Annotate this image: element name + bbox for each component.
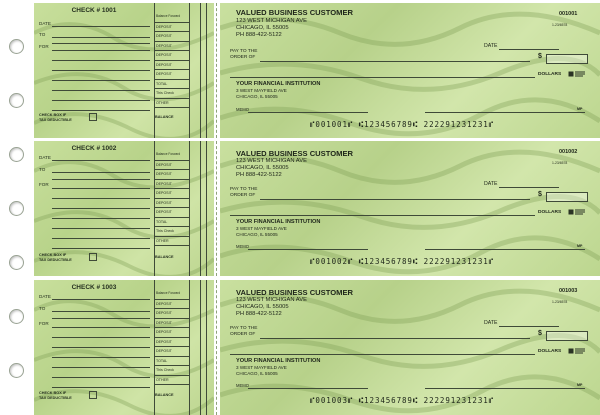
tax-deductible-checkbox[interactable] bbox=[89, 253, 97, 261]
dollars-label: DOLLARS bbox=[538, 72, 562, 77]
stub-date-label: DATE bbox=[39, 155, 51, 160]
dollar-sign: $ bbox=[538, 191, 542, 198]
check-number: 001002 bbox=[559, 149, 578, 155]
ledger-deposit: DEPOSIT bbox=[154, 180, 189, 190]
customer-name: VALUED BUSINESS CUSTOMER bbox=[236, 8, 354, 17]
balance-label: BALANCE bbox=[155, 115, 174, 119]
date-label: DATE bbox=[484, 320, 498, 326]
signature-line[interactable] bbox=[425, 388, 585, 389]
bank-name: YOUR FINANCIAL INSTITUTION bbox=[236, 358, 321, 364]
ledger-deposit: DEPOSIT bbox=[154, 32, 189, 42]
mp-label: MP bbox=[577, 244, 583, 248]
stub-line bbox=[52, 347, 150, 348]
signature-line[interactable] bbox=[425, 249, 585, 250]
stub-date-line bbox=[52, 160, 150, 161]
ledger-deposit: DEPOSIT bbox=[154, 51, 189, 61]
ledger-other: OTHER bbox=[154, 99, 189, 109]
date-line[interactable] bbox=[499, 187, 559, 188]
tax-deductible-checkbox[interactable] bbox=[89, 113, 97, 121]
ledger-deposit: DEPOSIT bbox=[154, 61, 189, 71]
pay-to-line1: PAY TO THE bbox=[230, 49, 258, 54]
stub-to-line bbox=[52, 37, 150, 38]
binder-hole bbox=[9, 363, 24, 378]
stub-for-label: FOR bbox=[39, 44, 49, 49]
stub-to-label: TO bbox=[39, 167, 46, 172]
ledger-total: TOTAL bbox=[154, 218, 189, 228]
ledger-divider bbox=[206, 141, 207, 276]
ledger-deposit: DEPOSIT bbox=[154, 23, 189, 33]
dollar-sign: $ bbox=[538, 330, 542, 337]
bank-street: 3 WEST MAYFIELD AVE bbox=[236, 88, 287, 93]
memo-line[interactable] bbox=[248, 249, 368, 250]
micr-line: ⑈001001⑈ ⑆123456789⑆ 222291231231⑈ bbox=[310, 120, 495, 129]
stub-line bbox=[52, 377, 150, 378]
ledger-deposit: DEPOSIT bbox=[154, 300, 189, 310]
customer-phone: PH 888-422-5122 bbox=[236, 32, 282, 38]
stub-line bbox=[52, 218, 150, 219]
bank-city: CHICAGO, IL 55005 bbox=[236, 371, 278, 376]
pay-to-line2: ORDER OF bbox=[230, 332, 256, 337]
check-row-1 bbox=[34, 3, 600, 138]
ledger-deposit: DEPOSIT bbox=[154, 309, 189, 319]
stub-line bbox=[52, 60, 150, 61]
stub-line bbox=[52, 80, 150, 81]
amount-words-line[interactable] bbox=[230, 215, 535, 216]
ledger-deposit: DEPOSIT bbox=[154, 170, 189, 180]
check-body bbox=[220, 280, 600, 415]
ledger-balance-forward: Balance Forward bbox=[154, 290, 189, 300]
ledger-divider bbox=[189, 3, 190, 138]
stub-for-line bbox=[52, 327, 150, 328]
memo-line[interactable] bbox=[248, 112, 368, 113]
ledger-this-check: This Check bbox=[154, 227, 189, 237]
stub-for-line bbox=[52, 188, 150, 189]
ledger-deposit: DEPOSIT bbox=[154, 208, 189, 218]
stub-check-number: CHECK # 1001 bbox=[71, 7, 117, 14]
stub-to-line bbox=[52, 172, 150, 173]
check-row-2 bbox=[34, 141, 600, 276]
tax-deductible-label bbox=[39, 253, 72, 262]
date-line[interactable] bbox=[499, 326, 559, 327]
pay-to-label bbox=[230, 326, 257, 338]
amount-box[interactable] bbox=[546, 331, 588, 341]
bank-name: YOUR FINANCIAL INSTITUTION bbox=[236, 219, 321, 225]
ledger-total: TOTAL bbox=[154, 357, 189, 367]
amount-box[interactable] bbox=[546, 192, 588, 202]
micr-line: ⑈001002⑈ ⑆123456789⑆ 222291231231⑈ bbox=[310, 257, 495, 266]
ledger-deposit: DEPOSIT bbox=[154, 347, 189, 357]
security-lock-icon bbox=[568, 208, 586, 216]
check-number: 001001 bbox=[559, 11, 578, 17]
pay-to-label bbox=[230, 187, 257, 199]
stub-line bbox=[52, 179, 150, 180]
routing-fraction: 1-23/6578 bbox=[552, 161, 568, 165]
check-row-3 bbox=[34, 280, 600, 415]
ledger-divider bbox=[200, 141, 201, 276]
ledger-divider bbox=[200, 3, 201, 138]
date-line[interactable] bbox=[499, 49, 559, 50]
tax-label-line1: CHECK BOX IF bbox=[39, 391, 67, 395]
check-body bbox=[220, 3, 600, 138]
payee-line[interactable] bbox=[260, 61, 530, 62]
customer-phone: PH 888-422-5122 bbox=[236, 172, 282, 178]
stub-line bbox=[52, 43, 150, 44]
memo-label: MEMO bbox=[236, 244, 250, 249]
stub-line bbox=[52, 110, 150, 111]
ledger-divider bbox=[189, 141, 190, 276]
check-stub bbox=[34, 141, 214, 276]
check-body bbox=[220, 141, 600, 276]
dollars-label: DOLLARS bbox=[538, 349, 562, 354]
ledger-other: OTHER bbox=[154, 376, 189, 386]
customer-city: CHICAGO, IL 55005 bbox=[236, 304, 289, 310]
balance-label: BALANCE bbox=[155, 255, 174, 259]
routing-fraction: 1-23/6578 bbox=[552, 300, 568, 304]
pay-to-line2: ORDER OF bbox=[230, 55, 256, 60]
check-number: 001003 bbox=[559, 288, 578, 294]
tax-deductible-checkbox[interactable] bbox=[89, 391, 97, 399]
stub-check-number: CHECK # 1003 bbox=[71, 284, 117, 291]
stub-line bbox=[52, 318, 150, 319]
tax-deductible-label bbox=[39, 113, 72, 122]
ledger-total: TOTAL bbox=[154, 80, 189, 90]
tax-label-line2: TAX DEDUCTIBLE bbox=[39, 257, 72, 262]
ledger-deposit: DEPOSIT bbox=[154, 338, 189, 348]
memo-label: MEMO bbox=[236, 107, 250, 112]
tax-label-line2: TAX DEDUCTIBLE bbox=[39, 117, 72, 122]
pay-to-line2: ORDER OF bbox=[230, 193, 256, 198]
bank-name: YOUR FINANCIAL INSTITUTION bbox=[236, 81, 321, 87]
binder-hole bbox=[9, 39, 24, 54]
tax-label-line2: TAX DEDUCTIBLE bbox=[39, 395, 72, 400]
ledger-divider bbox=[206, 280, 207, 415]
pay-to-line1: PAY TO THE bbox=[230, 187, 258, 192]
ledger-deposit: DEPOSIT bbox=[154, 189, 189, 199]
customer-street: 123 WEST MICHIGAN AVE bbox=[236, 158, 307, 164]
customer-street: 123 WEST MICHIGAN AVE bbox=[236, 18, 307, 24]
ledger-other: OTHER bbox=[154, 237, 189, 247]
perforation bbox=[216, 280, 217, 415]
stub-line bbox=[52, 228, 150, 229]
stub-line bbox=[52, 100, 150, 101]
payee-line[interactable] bbox=[260, 338, 530, 339]
stub-date-line bbox=[52, 299, 150, 300]
stub-line bbox=[52, 367, 150, 368]
perforation bbox=[216, 141, 217, 276]
stub-line bbox=[52, 337, 150, 338]
stub-to-label: TO bbox=[39, 306, 46, 311]
stub-line bbox=[52, 70, 150, 71]
stub-to-label: TO bbox=[39, 32, 46, 37]
ledger-this-check: This Check bbox=[154, 89, 189, 99]
ledger-divider bbox=[206, 3, 207, 138]
ledger-balance-forward: Balance Forward bbox=[154, 151, 189, 161]
binder-hole bbox=[9, 255, 24, 270]
ledger-balance-forward: Balance Forward bbox=[154, 13, 189, 23]
bank-city: CHICAGO, IL 55005 bbox=[236, 94, 278, 99]
stub-line bbox=[52, 90, 150, 91]
stub-check-number: CHECK # 1002 bbox=[71, 145, 117, 152]
balance-label: BALANCE bbox=[155, 393, 174, 397]
customer-phone: PH 888-422-5122 bbox=[236, 311, 282, 317]
ledger-divider bbox=[200, 280, 201, 415]
mp-label: MP bbox=[577, 383, 583, 387]
bank-street: 3 WEST MAYFIELD AVE bbox=[236, 226, 287, 231]
stub-line bbox=[52, 208, 150, 209]
ledger-deposit: DEPOSIT bbox=[154, 42, 189, 52]
stub-for-label: FOR bbox=[39, 321, 49, 326]
amount-box[interactable] bbox=[546, 54, 588, 64]
customer-name: VALUED BUSINESS CUSTOMER bbox=[236, 149, 354, 158]
ledger-deposit: DEPOSIT bbox=[154, 199, 189, 209]
stub-for-label: FOR bbox=[39, 182, 49, 187]
customer-name: VALUED BUSINESS CUSTOMER bbox=[236, 288, 354, 297]
stub-date-label: DATE bbox=[39, 21, 51, 26]
binder-hole bbox=[9, 309, 24, 324]
pay-to-line1: PAY TO THE bbox=[230, 326, 258, 331]
amount-words-line[interactable] bbox=[230, 77, 535, 78]
bank-street: 3 WEST MAYFIELD AVE bbox=[236, 365, 287, 370]
date-label: DATE bbox=[484, 181, 498, 187]
memo-line[interactable] bbox=[248, 388, 368, 389]
mp-label: MP bbox=[577, 107, 583, 111]
signature-line[interactable] bbox=[425, 112, 585, 113]
check-stub bbox=[34, 280, 214, 415]
binder-hole bbox=[9, 147, 24, 162]
customer-city: CHICAGO, IL 55005 bbox=[236, 165, 289, 171]
security-lock-icon bbox=[568, 347, 586, 355]
stub-date-line bbox=[52, 26, 150, 27]
tax-label-line1: CHECK BOX IF bbox=[39, 113, 67, 117]
ledger-deposit: DEPOSIT bbox=[154, 328, 189, 338]
perforation bbox=[216, 3, 217, 138]
ledger-deposit: DEPOSIT bbox=[154, 161, 189, 171]
stub-line bbox=[52, 238, 150, 239]
tax-deductible-label bbox=[39, 391, 72, 400]
security-lock-icon bbox=[568, 70, 586, 78]
stub-line bbox=[52, 357, 150, 358]
routing-fraction: 1-23/6578 bbox=[552, 23, 568, 27]
dollars-label: DOLLARS bbox=[538, 210, 562, 215]
dollar-sign: $ bbox=[538, 53, 542, 60]
check-stub bbox=[34, 3, 214, 138]
stub-line bbox=[52, 198, 150, 199]
date-label: DATE bbox=[484, 43, 498, 49]
payee-line[interactable] bbox=[260, 199, 530, 200]
customer-street: 123 WEST MICHIGAN AVE bbox=[236, 297, 307, 303]
customer-city: CHICAGO, IL 55005 bbox=[236, 25, 289, 31]
ledger-deposit: DEPOSIT bbox=[154, 70, 189, 80]
micr-line: ⑈001003⑈ ⑆123456789⑆ 222291231231⑈ bbox=[310, 396, 495, 405]
tax-label-line1: CHECK BOX IF bbox=[39, 253, 67, 257]
stub-for-line bbox=[52, 50, 150, 51]
pay-to-label bbox=[230, 49, 257, 61]
bank-city: CHICAGO, IL 55005 bbox=[236, 232, 278, 237]
memo-label: MEMO bbox=[236, 383, 250, 388]
ledger-divider bbox=[189, 280, 190, 415]
binder-hole bbox=[9, 93, 24, 108]
stub-line bbox=[52, 387, 150, 388]
binder-hole bbox=[9, 201, 24, 216]
stub-to-line bbox=[52, 311, 150, 312]
stub-line bbox=[52, 248, 150, 249]
ledger-deposit: DEPOSIT bbox=[154, 319, 189, 329]
ledger-this-check: This Check bbox=[154, 366, 189, 376]
amount-words-line[interactable] bbox=[230, 354, 535, 355]
stub-date-label: DATE bbox=[39, 294, 51, 299]
